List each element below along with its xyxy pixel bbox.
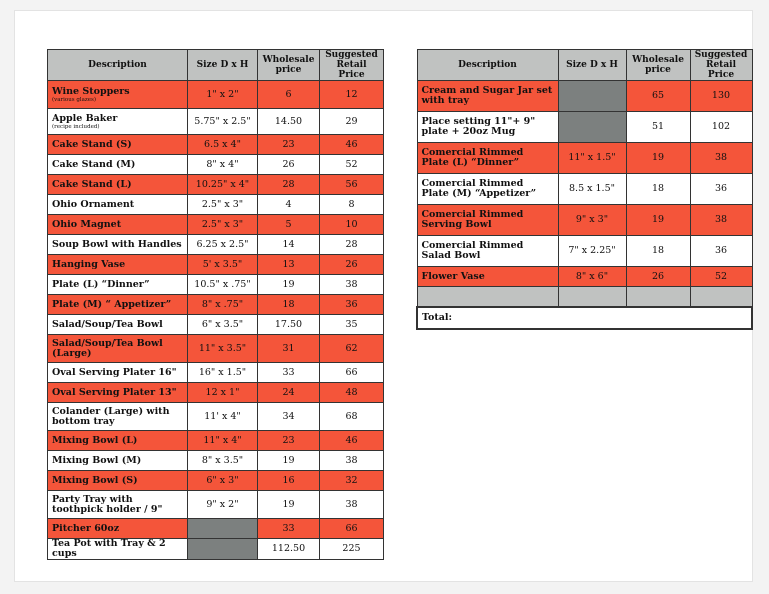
item-name: Colander (Large) with bottom tray [52, 405, 170, 427]
item-wholesale-price: 19 [258, 275, 320, 295]
item-size: 6.25 x 2.5" [188, 235, 258, 255]
item-wholesale-price: 33 [258, 519, 320, 539]
blank-cell [690, 287, 752, 308]
item-name: Flower Vase [421, 270, 485, 282]
item-size: 12 x 1" [188, 383, 258, 403]
item-description [48, 295, 188, 315]
table-row [48, 175, 384, 195]
item-wholesale-price: 34 [258, 403, 320, 431]
item-description [417, 267, 558, 287]
total-label: Total: [417, 307, 752, 329]
item-name: Cake Stand (L) [52, 178, 132, 190]
table-header-row [417, 50, 752, 81]
item-size: 8" x 3.5" [188, 451, 258, 471]
item-description [48, 403, 188, 431]
table-row [417, 267, 752, 287]
item-wholesale-price: 65 [626, 81, 690, 112]
item-retail-price: 38 [320, 451, 384, 471]
item-name: Apple Baker [52, 112, 118, 124]
item-wholesale-price: 24 [258, 383, 320, 403]
item-retail-price: 12 [320, 81, 384, 109]
item-name: Soup Bowl with Handles [52, 238, 182, 250]
item-name: Cake Stand (M) [52, 158, 136, 170]
table-row [48, 403, 384, 431]
item-retail-price: 38 [690, 143, 752, 174]
item-wholesale-price: 51 [626, 112, 690, 143]
item-name: Cake Stand (S) [52, 138, 132, 150]
item-name: Comercial Rimmed Plate (M) “Appetizer” [421, 178, 537, 199]
item-name: Comercial Rimmed Plate (L) “Dinner” [421, 147, 524, 168]
item-size [188, 539, 258, 560]
item-name: Place setting 11"+ 9" plate + 20oz Mug [421, 116, 536, 137]
item-size: 6" x 3" [188, 471, 258, 491]
price-list-page [14, 10, 753, 582]
item-retail-price: 225 [320, 539, 384, 560]
item-size: 9" x 2" [188, 491, 258, 519]
item-retail-price: 46 [320, 431, 384, 451]
table-row [48, 383, 384, 403]
item-description [48, 431, 188, 451]
item-retail-price: 66 [320, 519, 384, 539]
item-retail-price: 66 [320, 363, 384, 383]
table-row [48, 81, 384, 109]
item-description [48, 155, 188, 175]
left-table-body [48, 81, 384, 560]
item-description [48, 81, 188, 109]
item-retail-price: 38 [690, 205, 752, 236]
item-size: 8" x 4" [188, 155, 258, 175]
item-wholesale-price: 31 [258, 335, 320, 363]
header-retail: Suggested Retail Price [690, 50, 752, 81]
item-description [48, 275, 188, 295]
table-row [48, 471, 384, 491]
header-description: Description [417, 50, 558, 81]
table-row [48, 155, 384, 175]
item-size: 8" x 6" [558, 267, 626, 287]
item-wholesale-price: 13 [258, 255, 320, 275]
item-name: Salad/Soup/Tea Bowl (Large) [52, 337, 163, 359]
item-name: Plate (L) “Dinner” [52, 278, 150, 290]
item-size: 8" x .75" [188, 295, 258, 315]
item-wholesale-price: 4 [258, 195, 320, 215]
item-size: 1" x 2" [188, 81, 258, 109]
item-size: 6" x 3.5" [188, 315, 258, 335]
table-row [48, 335, 384, 363]
item-description [48, 363, 188, 383]
table-row [48, 235, 384, 255]
item-size: 11" x 3.5" [188, 335, 258, 363]
item-size: 11' x 4" [188, 403, 258, 431]
item-wholesale-price: 23 [258, 431, 320, 451]
header-wholesale: Wholesale price [626, 50, 690, 81]
header-wholesale: Wholesale price [258, 50, 320, 81]
item-size: 8.5 x 1.5" [558, 174, 626, 205]
item-size: 11" x 1.5" [558, 143, 626, 174]
blank-row [417, 287, 752, 308]
item-name: Ohio Magnet [52, 218, 122, 230]
item-wholesale-price: 19 [626, 143, 690, 174]
item-size: 11" x 4" [188, 431, 258, 451]
item-note: (various glazes) [52, 96, 97, 103]
table-row [48, 195, 384, 215]
right-table-body [417, 81, 752, 287]
item-wholesale-price: 26 [258, 155, 320, 175]
item-description [417, 143, 558, 174]
item-retail-price: 28 [320, 235, 384, 255]
item-wholesale-price: 14.50 [258, 109, 320, 135]
table-row [48, 491, 384, 519]
item-name: Mixing Bowl (L) [52, 434, 138, 446]
item-retail-price: 56 [320, 175, 384, 195]
item-retail-price: 48 [320, 383, 384, 403]
item-description [48, 471, 188, 491]
item-retail-price: 35 [320, 315, 384, 335]
item-size: 5.75" x 2.5" [188, 109, 258, 135]
item-wholesale-price: 18 [258, 295, 320, 315]
item-size: 9" x 3" [558, 205, 626, 236]
item-size: 5' x 3.5" [188, 255, 258, 275]
item-wholesale-price: 19 [626, 205, 690, 236]
item-wholesale-price: 14 [258, 235, 320, 255]
item-name: Plate (M) “ Appetizer” [52, 298, 172, 310]
table-row [48, 451, 384, 471]
item-wholesale-price: 18 [626, 236, 690, 267]
header-description: Description [48, 50, 188, 81]
item-retail-price: 36 [320, 295, 384, 315]
item-size: 2.5" x 3" [188, 195, 258, 215]
item-retail-price: 38 [320, 491, 384, 519]
blank-cell [417, 287, 558, 308]
item-retail-price: 10 [320, 215, 384, 235]
item-description [48, 135, 188, 155]
item-name: Oval Serving Plater 16" [52, 366, 177, 378]
table-row [48, 135, 384, 155]
blank-cell [558, 287, 626, 308]
item-retail-price: 26 [320, 255, 384, 275]
item-retail-price: 46 [320, 135, 384, 155]
item-wholesale-price: 6 [258, 81, 320, 109]
item-retail-price: 130 [690, 81, 752, 112]
item-name: Pitcher 60oz [52, 522, 120, 534]
item-size: 7" x 2.25" [558, 236, 626, 267]
table-header-row [48, 50, 384, 81]
item-wholesale-price: 19 [258, 451, 320, 471]
item-name: Comercial Rimmed Salad Bowl [421, 240, 524, 261]
item-description [48, 315, 188, 335]
item-description [417, 174, 558, 205]
table-row [417, 112, 752, 143]
table-row [48, 315, 384, 335]
item-name: Cream and Sugar Jar set with tray [421, 85, 553, 106]
table-row [417, 143, 752, 174]
table-row [48, 295, 384, 315]
item-description [48, 335, 188, 363]
item-wholesale-price: 23 [258, 135, 320, 155]
item-wholesale-price: 19 [258, 491, 320, 519]
table-row [48, 519, 384, 539]
item-name: Ohio Ornament [52, 198, 135, 210]
price-table-left [47, 49, 384, 560]
price-table-right [416, 49, 753, 330]
item-description [417, 205, 558, 236]
item-name: Wine Stoppers [52, 85, 130, 97]
item-description [417, 236, 558, 267]
item-retail-price: 102 [690, 112, 752, 143]
item-description [48, 451, 188, 471]
item-wholesale-price: 26 [626, 267, 690, 287]
item-description [48, 383, 188, 403]
item-description [417, 81, 558, 112]
item-wholesale-price: 16 [258, 471, 320, 491]
item-description [48, 109, 188, 135]
item-description [48, 215, 188, 235]
item-name: Comercial Rimmed Serving Bowl [421, 209, 524, 230]
item-retail-price: 32 [320, 471, 384, 491]
item-description [48, 539, 188, 560]
table-row [48, 363, 384, 383]
item-name: Salad/Soup/Tea Bowl [52, 318, 163, 330]
total-row [417, 307, 752, 329]
item-wholesale-price: 33 [258, 363, 320, 383]
table-row [48, 431, 384, 451]
item-size [188, 519, 258, 539]
table-row [417, 205, 752, 236]
item-description [48, 255, 188, 275]
item-retail-price: 62 [320, 335, 384, 363]
blank-cell [626, 287, 690, 308]
item-size [558, 112, 626, 143]
item-wholesale-price: 18 [626, 174, 690, 205]
item-name: Tea Pot with Tray & 2 cups [52, 538, 166, 559]
item-retail-price: 68 [320, 403, 384, 431]
item-size [558, 81, 626, 112]
item-description [48, 491, 188, 519]
item-retail-price: 36 [690, 236, 752, 267]
item-description [48, 519, 188, 539]
table-row [48, 275, 384, 295]
item-name: Mixing Bowl (M) [52, 454, 142, 466]
item-wholesale-price: 28 [258, 175, 320, 195]
item-retail-price: 8 [320, 195, 384, 215]
header-size: Size D x H [188, 50, 258, 81]
item-retail-price: 52 [690, 267, 752, 287]
item-size: 10.25" x 4" [188, 175, 258, 195]
item-retail-price: 29 [320, 109, 384, 135]
item-name: Hanging Vase [52, 258, 126, 270]
item-wholesale-price: 112.50 [258, 539, 320, 560]
table-row [417, 81, 752, 112]
header-size: Size D x H [558, 50, 626, 81]
table-row [48, 539, 384, 560]
item-name: Party Tray with toothpick holder / 9" [52, 493, 163, 515]
item-size: 10.5" x .75" [188, 275, 258, 295]
item-retail-price: 38 [320, 275, 384, 295]
item-description [48, 235, 188, 255]
item-retail-price: 52 [320, 155, 384, 175]
item-description [417, 112, 558, 143]
item-size: 2.5" x 3" [188, 215, 258, 235]
item-size: 6.5 x 4" [188, 135, 258, 155]
table-row [48, 109, 384, 135]
item-description [48, 175, 188, 195]
item-name: Oval Serving Plater 13" [52, 386, 177, 398]
table-row [417, 236, 752, 267]
item-retail-price: 36 [690, 174, 752, 205]
item-name: Mixing Bowl (S) [52, 474, 138, 486]
header-retail: Suggested Retail Price [320, 50, 384, 81]
table-row [48, 255, 384, 275]
item-size: 16" x 1.5" [188, 363, 258, 383]
table-row [417, 174, 752, 205]
table-row [48, 215, 384, 235]
item-description [48, 195, 188, 215]
item-wholesale-price: 17.50 [258, 315, 320, 335]
item-note: (recipe included) [52, 123, 100, 130]
item-wholesale-price: 5 [258, 215, 320, 235]
